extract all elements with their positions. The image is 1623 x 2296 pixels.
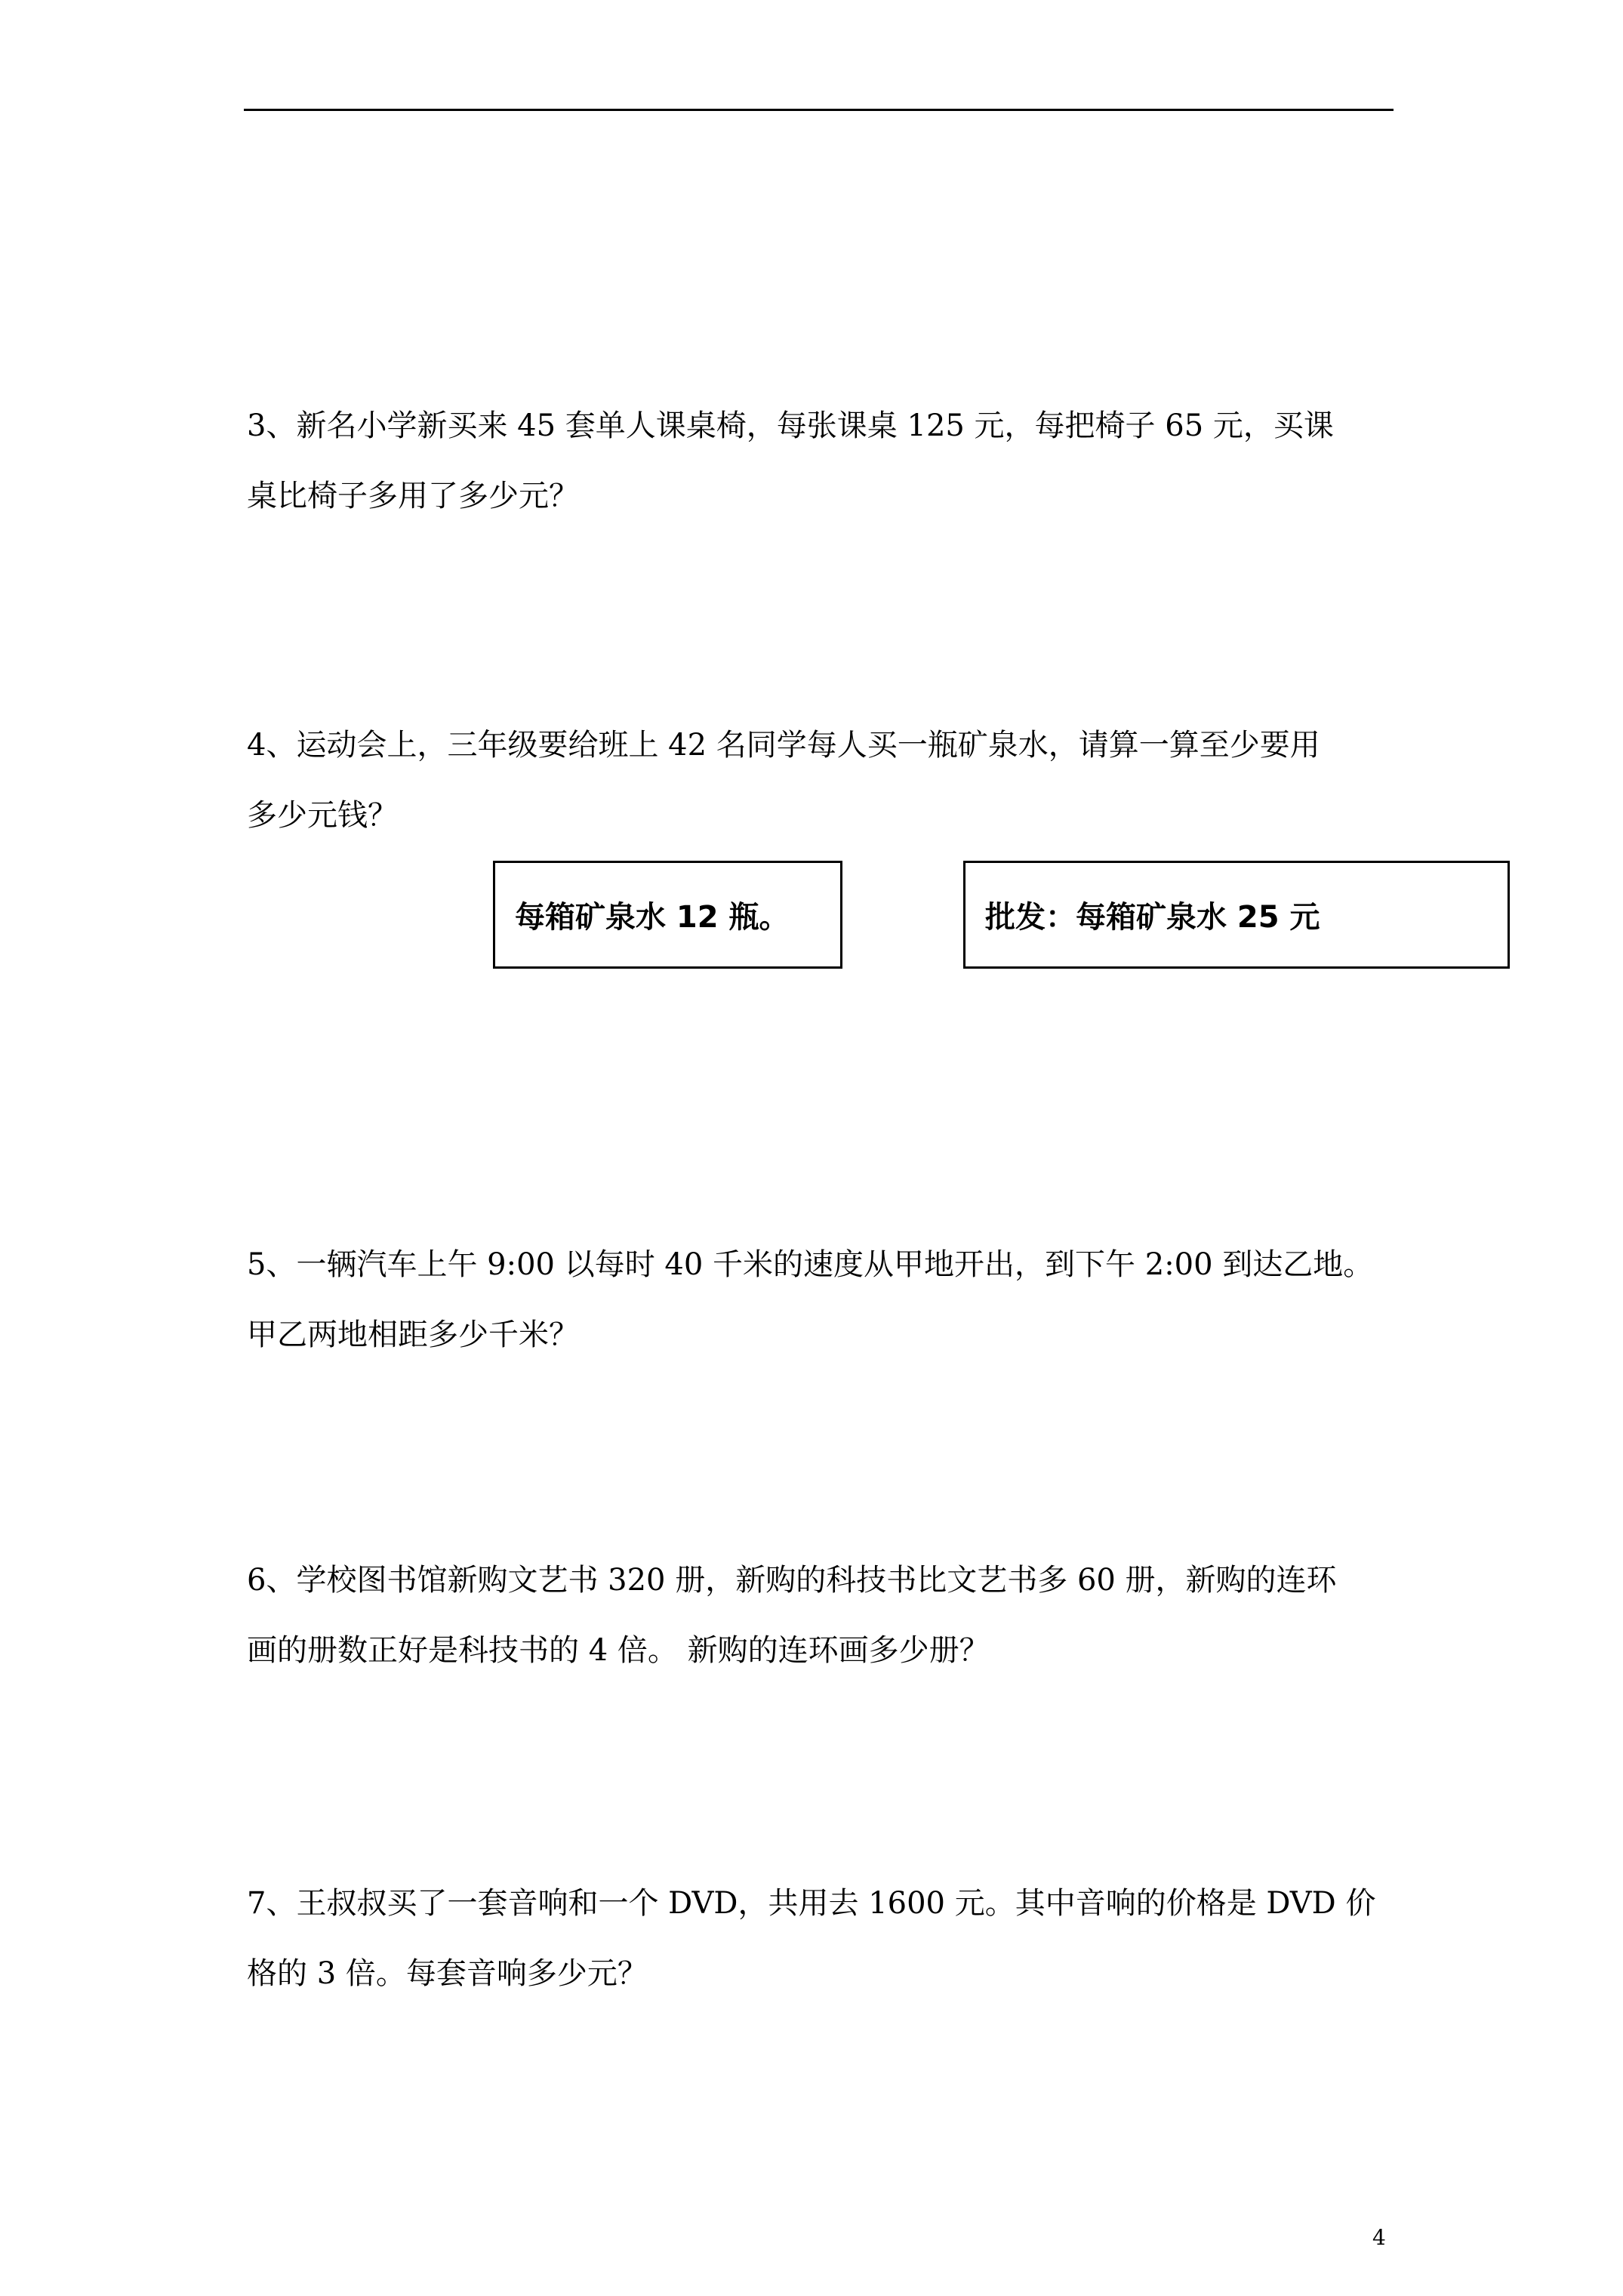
problem-3-line-2: 桌比椅子多用了多少元？ xyxy=(247,479,579,513)
problem-7-line-2: 格的 3 倍。每套音响多少元？ xyxy=(247,1956,648,1991)
header-rule xyxy=(244,109,1394,111)
info-box-wholesale-price-text: 批发：每箱矿泉水 25 元 xyxy=(985,900,1320,935)
page-number: 4 xyxy=(1372,2225,1386,2250)
problem-6 xyxy=(247,1546,1402,1686)
problem-7 xyxy=(247,1869,1402,2009)
info-box-bottles-per-case-text: 每箱矿泉水 12 瓶。 xyxy=(515,900,790,935)
problem-6-line-1: 6、学校图书馆新购文艺书 320 册，新购的科技书比文艺书多 60 册，新购的连环 xyxy=(247,1563,1337,1598)
problem-5 xyxy=(247,1230,1402,1370)
problem-6-line-2: 画的册数正好是科技书的 4 倍。 新购的连环画多少册？ xyxy=(247,1633,990,1668)
info-box-bottles-per-case xyxy=(493,861,842,969)
problem-3 xyxy=(247,391,1402,532)
problem-5-line-2: 甲乙两地相距多少千米？ xyxy=(247,1318,579,1352)
problem-4 xyxy=(247,710,1402,851)
problem-4-line-2: 多少元钱？ xyxy=(247,798,398,833)
problem-4-line-1: 4、运动会上，三年级要给班上 42 名同学每人买一瓶矿泉水，请算一算至少要用 xyxy=(247,728,1320,763)
problem-7-line-1: 7、王叔叔买了一套音响和一个 DVD，共用去 1600 元。其中音响的价格是 DVD 价 xyxy=(247,1886,1376,1921)
info-box-wholesale-price xyxy=(963,861,1510,969)
problem-5-line-1: 5、一辆汽车上午 9:00 以每时 40 千米的速度从甲地开出，到下午 2:00 到达乙地。 xyxy=(247,1247,1374,1282)
problem-3-line-1: 3、新名小学新买来 45 套单人课桌椅，每张课桌 125 元，每把椅子 65 元，买课 xyxy=(247,408,1334,443)
